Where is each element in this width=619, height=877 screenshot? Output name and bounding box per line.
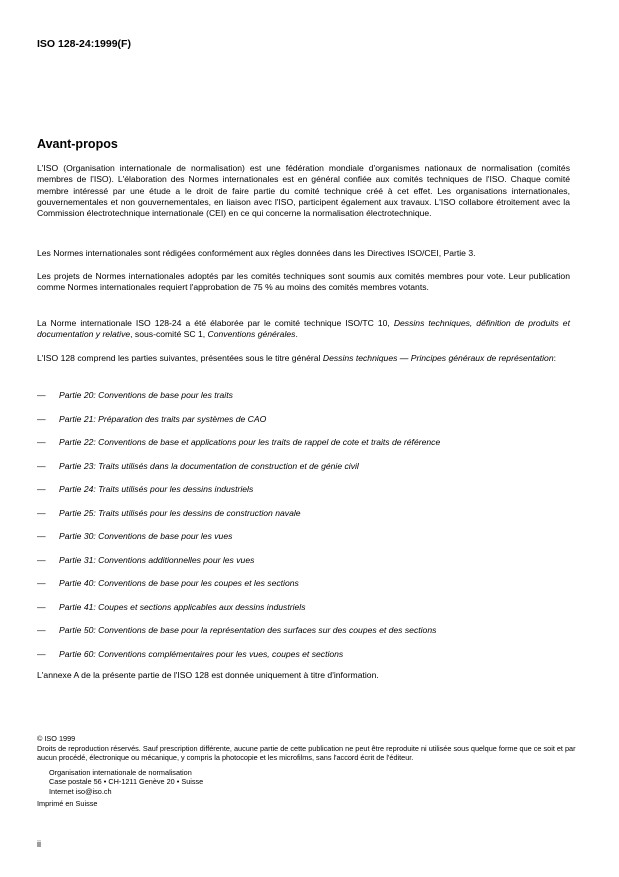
document-reference: ISO 128-24:1999(F) [37, 38, 131, 50]
list-dash: — [37, 531, 46, 541]
list-item-text: Partie 23: Traits utilisés dans la documentation de construction et de génie civil [59, 460, 359, 471]
list-item-text: Partie 20: Conventions de base pour les traits [59, 390, 233, 400]
list-dash: — [37, 484, 46, 494]
list-dash: — [37, 507, 46, 518]
section-title: Avant-propos [37, 137, 118, 151]
list-dash: — [37, 601, 46, 612]
p5-text-c: : [553, 353, 556, 363]
list-item-text: Partie 30: Conventions de base pour les vues [59, 531, 233, 541]
list-item-text: Partie 24: Traits utilisés pour les dessins industriels [59, 484, 254, 494]
list-dash: — [37, 390, 46, 400]
publisher-address: Case postale 56 • CH-1211 Genève 20 • Suisse [49, 777, 204, 786]
list-dash: — [37, 578, 46, 588]
foreword-paragraph-5 [37, 353, 570, 364]
copyright-notice: Droits de reproduction réservés. Sauf prescription différente, aucune partie de cette publication ne peut être reproduite ni utilisée sous quelque forme que ce soit et par aucun procédé, électronique ou mécanique, y compris la photocopie et les microfilms, sans l'accord écrit de l'éditeur. [37, 744, 576, 763]
copyright-line: © ISO 1999 [37, 734, 76, 743]
list-dash: — [37, 413, 46, 424]
printed-in: Imprimé en Suisse [37, 799, 98, 808]
publisher-internet: Internet iso@iso.ch [49, 787, 112, 796]
p4-committee-title: Dessins techniques, définition de produits et documentation y relative [37, 318, 570, 340]
p4-subcommittee-title: Conventions générales [207, 329, 296, 340]
foreword-paragraph-4 [37, 318, 570, 341]
page-number: ii [37, 839, 41, 849]
list-item-text: Partie 50: Conventions de base pour la représentation des surfaces sur des coupes et des sections [59, 625, 437, 635]
foreword-paragraph-2: Les Normes internationales sont rédigées conformément aux règles données dans les Directives ISO/CEI, Partie 3. [37, 248, 476, 258]
list-dash: — [37, 625, 46, 635]
foreword-paragraph-3: Les projets de Normes internationales adoptés par les comités techniques sont soumis aux comités membres pour vote. Leur publication comme Normes internationales requiert l'approbation de 75 % au moins des comités membres votants. [37, 271, 570, 293]
list-item-text: Partie 25: Traits utilisés pour les dessins de construction navale [59, 507, 301, 518]
list-dash: — [37, 437, 46, 447]
list-dash: — [37, 554, 46, 565]
list-item-text: Partie 40: Conventions de base pour les coupes et les sections [59, 578, 299, 588]
p4-text-a: La Norme internationale ISO 128-24 a été élaborée par le comité technique ISO/TC 10, [37, 318, 394, 328]
list-dash: — [37, 460, 46, 471]
p4-text-c: , sous-comité SC 1, [130, 329, 208, 340]
list-item-text: Partie 22: Conventions de base et applications pour les traits de rappel de cote et traits de référence [59, 437, 441, 447]
publisher-name: Organisation internationale de normalisation [49, 768, 192, 777]
p5-text-a: L'ISO 128 comprend les parties suivantes, présentées sous le titre général [37, 353, 323, 363]
list-item-text: Partie 21: Préparation des traits par systèmes de CAO [59, 413, 267, 424]
list-item-text: Partie 60: Conventions complémentaires pour les vues, coupes et sections [59, 648, 344, 659]
foreword-paragraph-1: L'ISO (Organisation internationale de normalisation) est une fédération mondiale d'organismes nationaux de normalisation (comités membres de l'ISO). L'élaboration des Normes internationales est en général confiée aux comités techniques de l'ISO. Chaque comité membre intéressé par une étude a le droit de faire partie du comité technique créé à cet effet. Les organisations internationales, gouvernementales et non gouvernementales, en liaison avec l'ISO, participent également aux travaux. L'ISO collabore étroitement avec la Commission électrotechnique internationale (CEI) en ce qui concerne la normalisation électrotechnique. [37, 163, 570, 219]
list-item-text: Partie 31: Conventions additionnelles pour les vues [59, 554, 255, 565]
p5-general-title: Dessins techniques — Principes généraux de représentation [322, 353, 554, 363]
foreword-paragraph-annex: L'annexe A de la présente partie de l'ISO 128 est donnée uniquement à titre d'information. [37, 670, 379, 680]
list-item-text: Partie 41: Coupes et sections applicables aux dessins industriels [59, 601, 306, 612]
list-dash: — [37, 648, 46, 659]
p4-text-e: . [295, 329, 298, 340]
